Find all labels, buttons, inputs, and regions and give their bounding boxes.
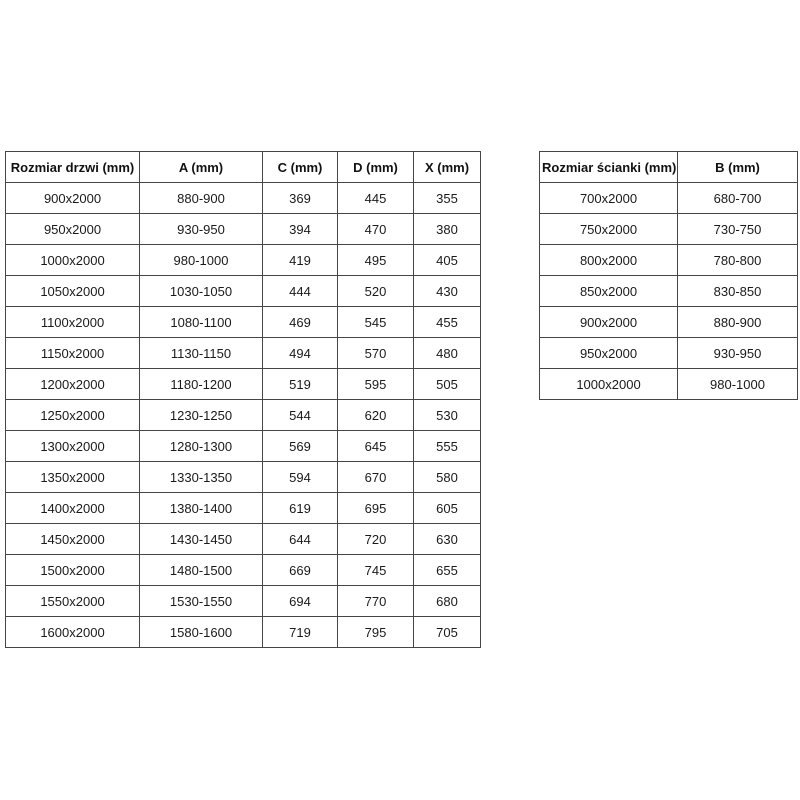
table-cell: 520 [338, 276, 414, 307]
table-cell: 930-950 [678, 338, 798, 369]
table-row [6, 307, 481, 338]
table-cell: 1080-1100 [140, 307, 263, 338]
table-cell: 655 [414, 555, 481, 586]
table-cell: 605 [414, 493, 481, 524]
table-cell: 630 [414, 524, 481, 555]
table-cell: 355 [414, 183, 481, 214]
table-row [6, 555, 481, 586]
table-row [6, 276, 481, 307]
table-cell: 394 [263, 214, 338, 245]
table-row [540, 338, 798, 369]
table-cell: 369 [263, 183, 338, 214]
table-cell: 900x2000 [6, 183, 140, 214]
table-cell: 555 [414, 431, 481, 462]
table-cell: 380 [414, 214, 481, 245]
table-row [6, 617, 481, 648]
table-cell: 694 [263, 586, 338, 617]
table-cell: 645 [338, 431, 414, 462]
table-cell: 494 [263, 338, 338, 369]
table-cell: 900x2000 [540, 307, 678, 338]
wall-size-table [539, 151, 798, 400]
table-cell: 770 [338, 586, 414, 617]
table-cell: 1000x2000 [540, 369, 678, 400]
table-header-row [540, 152, 798, 183]
table-cell: 1280-1300 [140, 431, 263, 462]
table-cell: 545 [338, 307, 414, 338]
table-cell: 950x2000 [6, 214, 140, 245]
table-cell: 495 [338, 245, 414, 276]
table-cell: 1300x2000 [6, 431, 140, 462]
door-size-table [5, 151, 481, 648]
table-cell: 1250x2000 [6, 400, 140, 431]
table-cell: 1230-1250 [140, 400, 263, 431]
table-cell: 445 [338, 183, 414, 214]
table-row [540, 369, 798, 400]
table-cell: 800x2000 [540, 245, 678, 276]
table-cell: 680 [414, 586, 481, 617]
table-cell: 1200x2000 [6, 369, 140, 400]
column-header: Rozmiar drzwi (mm) [6, 152, 140, 183]
table-cell: 1430-1450 [140, 524, 263, 555]
table-cell: 595 [338, 369, 414, 400]
table-cell: 1380-1400 [140, 493, 263, 524]
table-cell: 644 [263, 524, 338, 555]
table-row [6, 338, 481, 369]
table-row [540, 276, 798, 307]
table-cell: 1000x2000 [6, 245, 140, 276]
wall-size-table-body [540, 183, 798, 400]
table-cell: 530 [414, 400, 481, 431]
table-cell: 795 [338, 617, 414, 648]
table-cell: 1180-1200 [140, 369, 263, 400]
table-cell: 419 [263, 245, 338, 276]
table-cell: 880-900 [678, 307, 798, 338]
table-cell: 830-850 [678, 276, 798, 307]
table-row [540, 214, 798, 245]
table-cell: 700x2000 [540, 183, 678, 214]
table-cell: 469 [263, 307, 338, 338]
table-cell: 1530-1550 [140, 586, 263, 617]
column-header: Rozmiar ścianki (mm) [540, 152, 678, 183]
table-row [540, 307, 798, 338]
table-cell: 519 [263, 369, 338, 400]
table-cell: 750x2000 [540, 214, 678, 245]
table-cell: 780-800 [678, 245, 798, 276]
column-header: C (mm) [263, 152, 338, 183]
table-cell: 1030-1050 [140, 276, 263, 307]
table-cell: 745 [338, 555, 414, 586]
table-cell: 480 [414, 338, 481, 369]
table-row [6, 183, 481, 214]
table-cell: 570 [338, 338, 414, 369]
table-cell: 569 [263, 431, 338, 462]
table-cell: 455 [414, 307, 481, 338]
table-cell: 1400x2000 [6, 493, 140, 524]
table-cell: 1600x2000 [6, 617, 140, 648]
table-cell: 695 [338, 493, 414, 524]
table-cell: 1130-1150 [140, 338, 263, 369]
table-row [6, 214, 481, 245]
table-cell: 730-750 [678, 214, 798, 245]
table-cell: 1150x2000 [6, 338, 140, 369]
table-cell: 444 [263, 276, 338, 307]
table-row [540, 183, 798, 214]
table-cell: 580 [414, 462, 481, 493]
table-cell: 1500x2000 [6, 555, 140, 586]
door-size-table-body [6, 183, 481, 648]
table-cell: 1330-1350 [140, 462, 263, 493]
table-cell: 505 [414, 369, 481, 400]
table-cell: 930-950 [140, 214, 263, 245]
table-row [6, 369, 481, 400]
table-cell: 594 [263, 462, 338, 493]
table-row [6, 245, 481, 276]
table-cell: 430 [414, 276, 481, 307]
table-row [6, 493, 481, 524]
column-header: D (mm) [338, 152, 414, 183]
table-cell: 980-1000 [678, 369, 798, 400]
table-cell: 980-1000 [140, 245, 263, 276]
table-row [6, 462, 481, 493]
table-row [6, 400, 481, 431]
table-cell: 669 [263, 555, 338, 586]
column-header: X (mm) [414, 152, 481, 183]
wall-size-table-header [540, 152, 798, 183]
table-cell: 1580-1600 [140, 617, 263, 648]
table-row [540, 245, 798, 276]
table-cell: 1100x2000 [6, 307, 140, 338]
table-cell: 680-700 [678, 183, 798, 214]
table-row [6, 431, 481, 462]
table-header-row [6, 152, 481, 183]
column-header: B (mm) [678, 152, 798, 183]
door-size-table-header [6, 152, 481, 183]
column-header: A (mm) [140, 152, 263, 183]
table-cell: 880-900 [140, 183, 263, 214]
table-cell: 719 [263, 617, 338, 648]
table-cell: 620 [338, 400, 414, 431]
table-cell: 1480-1500 [140, 555, 263, 586]
table-cell: 405 [414, 245, 481, 276]
table-cell: 720 [338, 524, 414, 555]
table-cell: 1050x2000 [6, 276, 140, 307]
table-cell: 1550x2000 [6, 586, 140, 617]
table-cell: 1350x2000 [6, 462, 140, 493]
table-row [6, 586, 481, 617]
table-cell: 470 [338, 214, 414, 245]
table-cell: 619 [263, 493, 338, 524]
table-cell: 544 [263, 400, 338, 431]
table-cell: 1450x2000 [6, 524, 140, 555]
table-cell: 850x2000 [540, 276, 678, 307]
table-cell: 670 [338, 462, 414, 493]
table-row [6, 524, 481, 555]
table-cell: 950x2000 [540, 338, 678, 369]
table-cell: 705 [414, 617, 481, 648]
